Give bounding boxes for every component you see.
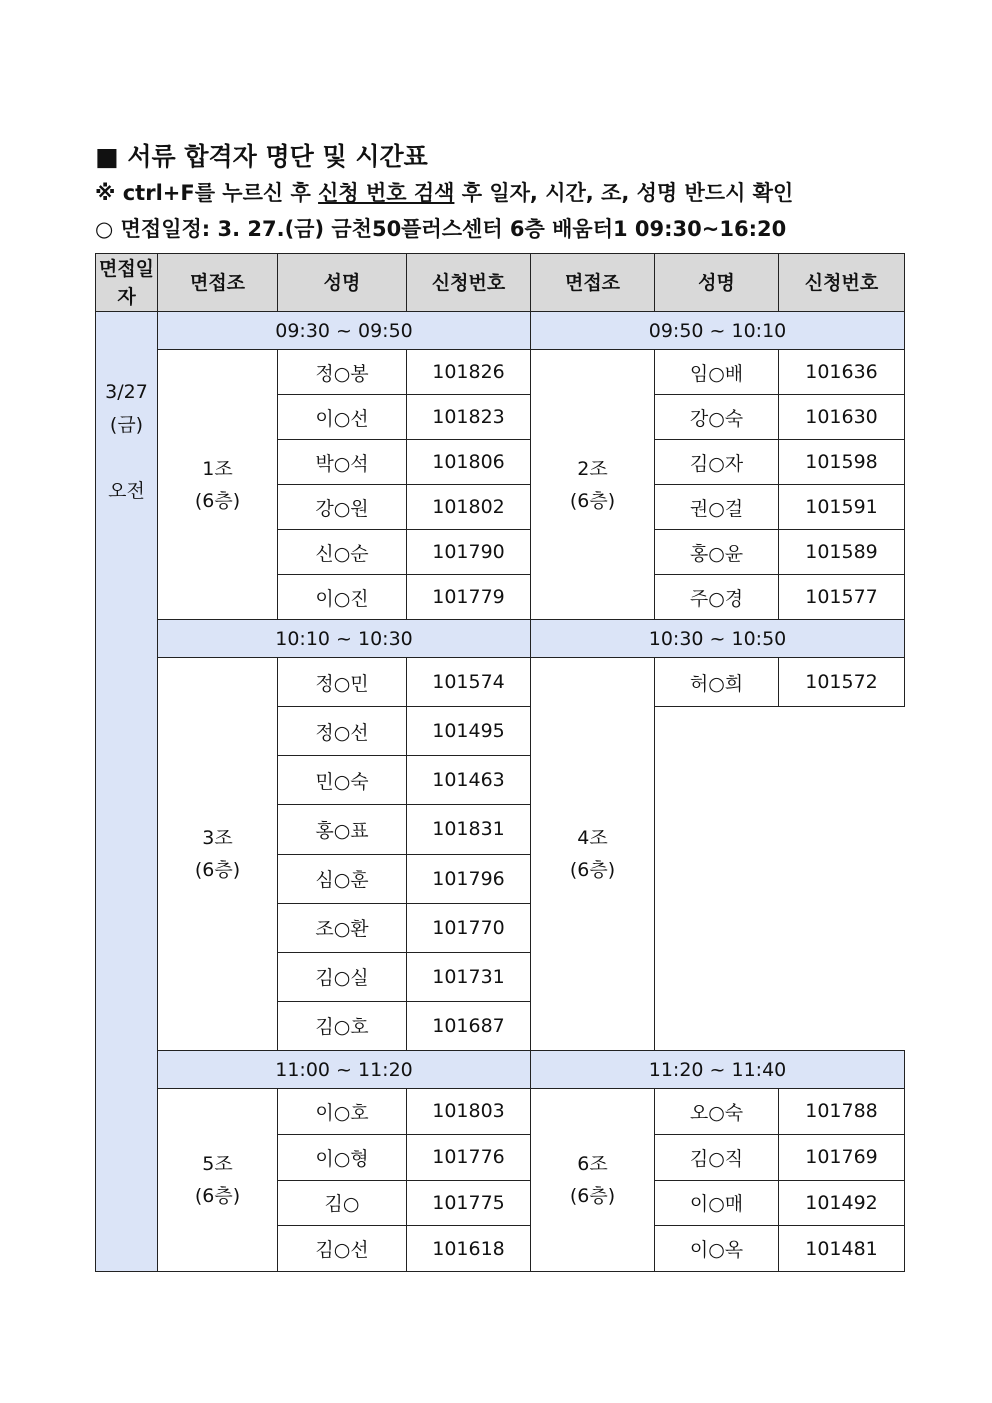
right-applicant-id: 101731 [407,952,531,1001]
right-applicant-name: 김○자 [655,440,779,485]
time-slot: 10:10 ~ 10:30 [158,620,531,658]
header-group: 면접조 [531,254,655,312]
group-floor: (6층) [569,1185,616,1207]
right-applicant-id: 101598 [779,440,905,485]
group-floor: (6층) [569,859,616,881]
right-applicant-id: 101630 [779,395,905,440]
right-applicant-name: 홍○윤 [655,530,779,575]
left-applicant-id: 101618 [407,1226,531,1272]
right-applicant-name: 김○직 [655,1134,779,1180]
time-slot: 09:30 ~ 09:50 [158,312,531,350]
header-id: 신청번호 [407,254,531,312]
right-applicant-id: 101687 [407,1001,531,1050]
group-floor: (6층) [194,1185,241,1207]
right-applicant-name: 조○환 [278,903,407,952]
right-applicant-name: 이○매 [655,1180,779,1226]
interview-schedule-line: ○ 면접일정: 3. 27.(금) 금천50플러스센터 6층 배움터1 09:30~16:20 [95,217,787,241]
group-number: 1조 [202,457,233,480]
right-applicant-name: 이○옥 [655,1226,779,1272]
right-group-cell [531,1089,655,1272]
header-date: 면접일자 [96,254,158,312]
left-applicant-name: 이○형 [278,1134,407,1180]
group-number: 2조 [577,457,608,480]
group-number: 3조 [202,827,233,849]
instruction-prefix: ※ ctrl+F를 누르신 후 [95,181,319,205]
group-number: 4조 [577,827,608,849]
interview-day: 3/27 [105,381,148,403]
left-applicant-id: 101574 [407,658,531,707]
right-applicant-id: 101788 [779,1089,905,1135]
date-spacer [96,442,157,475]
instruction-suffix: 후 일자, 시간, 조, 성명 반드시 확인 [454,181,794,205]
left-group-cell [158,658,278,1051]
group-floor: (6층) [194,859,241,881]
right-applicant-name: 김○실 [278,952,407,1001]
left-applicant-name: 이○선 [278,395,407,440]
interview-date-cell [96,312,158,1272]
left-applicant-id: 101775 [407,1180,531,1226]
right-applicant-name: 오○숙 [655,1089,779,1135]
right-applicant-id: 101492 [779,1180,905,1226]
right-applicant-id: 101589 [779,530,905,575]
left-applicant-id: 101826 [407,350,531,395]
right-applicant-id: 101796 [407,854,531,903]
right-applicant-name: 정○선 [278,707,407,756]
group-number: 6조 [577,1153,608,1175]
left-applicant-id: 101823 [407,395,531,440]
header-group: 면접조 [158,254,278,312]
right-applicant-name: 주○경 [655,575,779,620]
right-applicant-id: 101495 [407,707,531,756]
right-applicant-id: 101770 [407,903,531,952]
left-applicant-name: 박○석 [278,440,407,485]
left-applicant-name: 이○진 [278,575,407,620]
right-applicant-name: 임○배 [655,350,779,395]
group-number: 5조 [202,1153,233,1175]
right-applicant-name: 강○숙 [655,395,779,440]
left-applicant-name: 정○봉 [278,350,407,395]
time-slot: 11:20 ~ 11:40 [531,1051,905,1089]
right-applicant-id: 101572 [779,658,905,707]
group-floor: (6층) [569,489,616,512]
left-applicant-name: 강○원 [278,485,407,530]
right-applicant-id: 101591 [779,485,905,530]
search-instruction [95,177,793,207]
time-slot: 10:30 ~ 10:50 [531,620,905,658]
instruction-underlined: 신청 번호 검색 [318,181,455,205]
time-slot: 11:00 ~ 11:20 [158,1051,531,1089]
page-title: ■ 서류 합격자 명단 및 시간표 [95,142,428,171]
left-applicant-name: 신○순 [278,530,407,575]
header-id: 신청번호 [779,254,905,312]
header-name: 성명 [278,254,407,312]
right-group-cell [531,350,655,620]
group-floor: (6층) [194,489,241,512]
left-group-cell [158,350,278,620]
left-applicant-id: 101803 [407,1089,531,1135]
right-applicant-name: 홍○표 [278,805,407,854]
left-applicant-id: 101790 [407,530,531,575]
interview-period: 오전 [108,480,145,502]
right-applicant-id: 101463 [407,756,531,805]
right-applicant-id: 101831 [407,805,531,854]
left-group-cell [158,1089,278,1272]
right-applicant-id: 101577 [779,575,905,620]
header-name: 성명 [655,254,779,312]
left-applicant-id: 101806 [407,440,531,485]
right-applicant-name: 김○호 [278,1001,407,1050]
right-applicant-name: 권○걸 [655,485,779,530]
left-applicant-id: 101776 [407,1134,531,1180]
interview-weekday: (금) [109,414,144,436]
left-applicant-name: 정○민 [278,658,407,707]
interview-table [95,253,905,1272]
right-applicant-name: 허○희 [655,658,779,707]
right-group-cell [531,658,655,1051]
left-applicant-name: 김○ [278,1180,407,1226]
right-applicant-id: 101769 [779,1134,905,1180]
left-applicant-id: 101802 [407,485,531,530]
right-applicant-name: 민○숙 [278,756,407,805]
right-applicant-name: 심○훈 [278,854,407,903]
right-applicant-id: 101636 [779,350,905,395]
left-applicant-id: 101779 [407,575,531,620]
time-slot: 09:50 ~ 10:10 [531,312,905,350]
left-applicant-name: 이○호 [278,1089,407,1135]
left-applicant-name: 김○선 [278,1226,407,1272]
right-applicant-id: 101481 [779,1226,905,1272]
